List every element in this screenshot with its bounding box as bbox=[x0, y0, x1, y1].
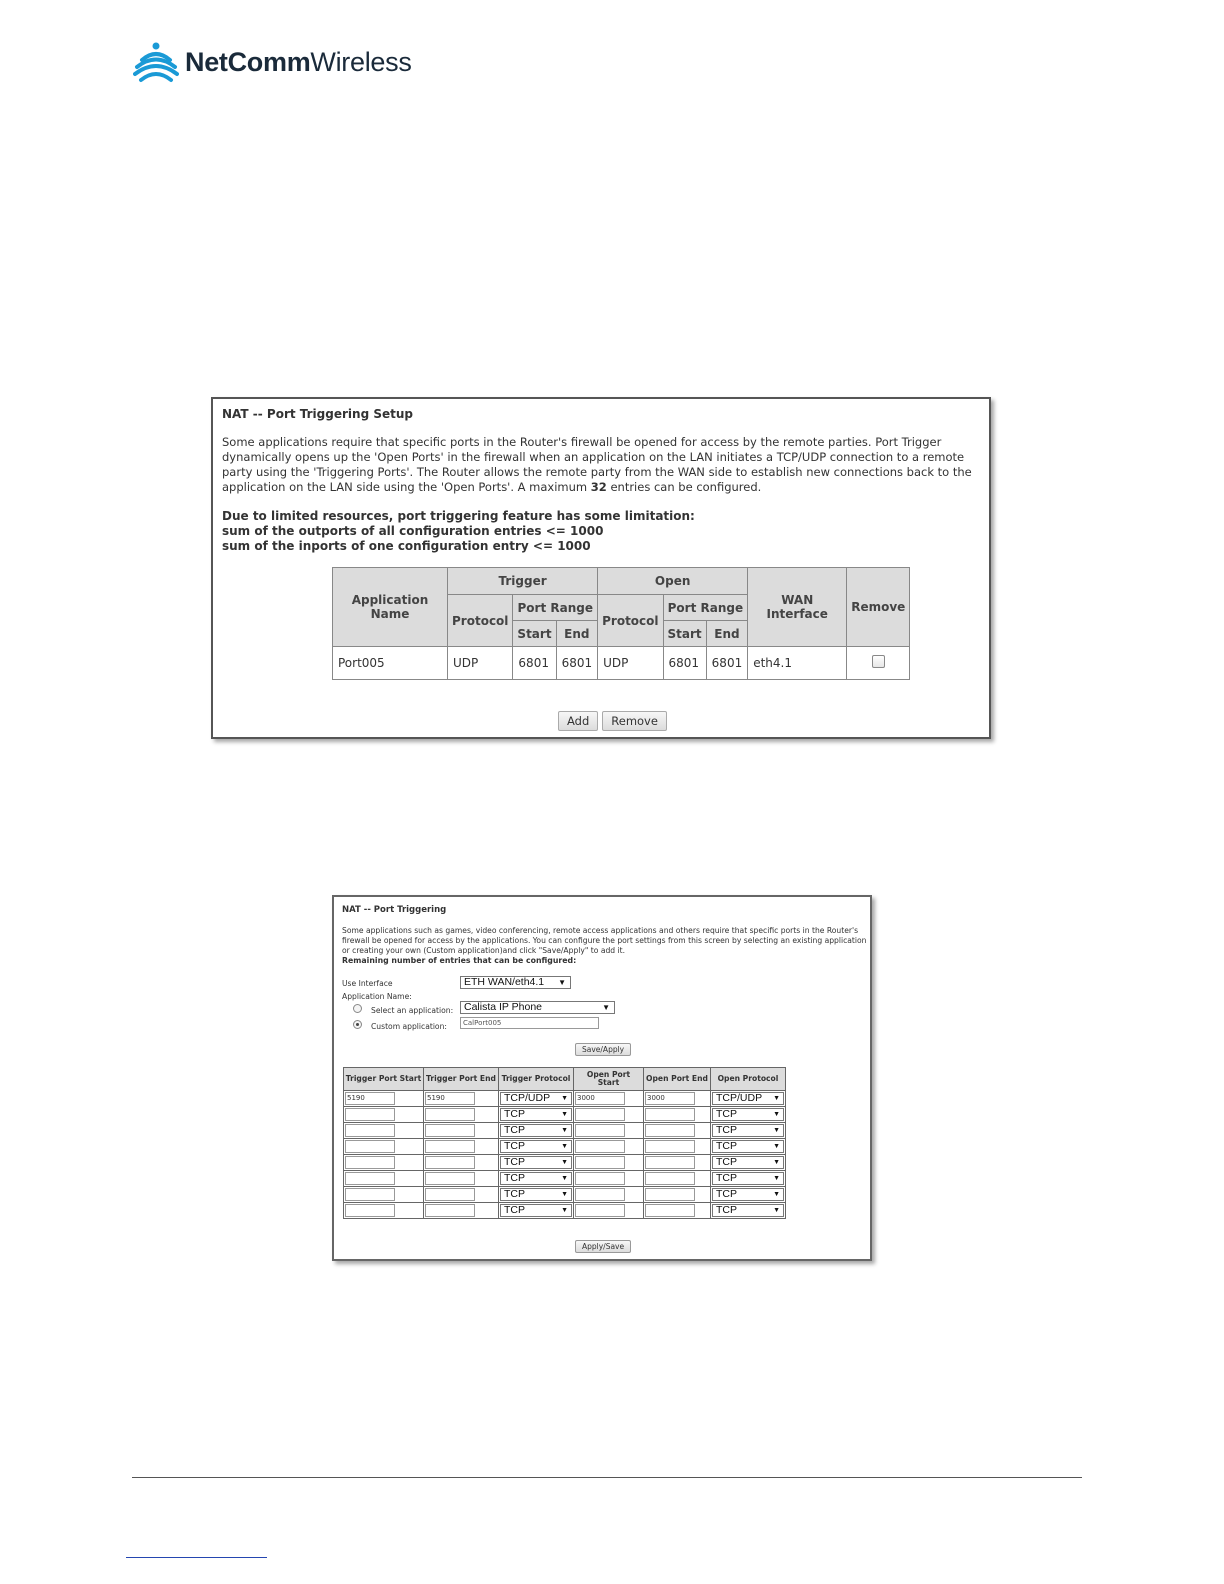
trigger-protocol-cell bbox=[499, 1203, 574, 1219]
header-open-protocol: Open Protocol bbox=[711, 1068, 786, 1091]
table-row bbox=[344, 1171, 786, 1187]
trigger-protocol-select[interactable]: TCP ▼ bbox=[500, 1204, 572, 1217]
custom-application-label: Custom application: bbox=[371, 1022, 447, 1031]
open-protocol-cell bbox=[711, 1203, 786, 1219]
trigger-port-start-input[interactable] bbox=[345, 1172, 395, 1185]
trigger-port-start-cell bbox=[344, 1139, 424, 1155]
trigger-port-start-input[interactable] bbox=[345, 1188, 395, 1201]
header-trigger: Trigger bbox=[448, 568, 598, 595]
open-port-end-cell bbox=[644, 1123, 711, 1139]
header-open-port-start: Open Port Start bbox=[574, 1068, 644, 1091]
open-port-start-cell bbox=[574, 1203, 644, 1219]
open-port-start-cell bbox=[574, 1187, 644, 1203]
header-trigger-port-range: Port Range bbox=[513, 595, 598, 621]
trigger-port-end-cell bbox=[424, 1171, 499, 1187]
chevron-down-icon: ▼ bbox=[773, 1159, 780, 1166]
trigger-port-start-input[interactable] bbox=[345, 1156, 395, 1169]
header-trigger-end: End bbox=[556, 621, 598, 647]
cell-open-start: 6801 bbox=[663, 647, 706, 680]
open-port-end-cell bbox=[644, 1203, 711, 1219]
remaining-entries-label: Remaining number of entries that can be configured: bbox=[342, 956, 577, 965]
logo-text: NetCommWireless bbox=[185, 46, 412, 77]
open-protocol-cell bbox=[711, 1171, 786, 1187]
trigger-port-end-input[interactable] bbox=[425, 1204, 475, 1217]
chevron-down-icon: ▼ bbox=[561, 1207, 568, 1214]
trigger-port-start-cell bbox=[344, 1203, 424, 1219]
chevron-down-icon: ▼ bbox=[773, 1095, 780, 1102]
wifi-logo-icon bbox=[133, 40, 179, 84]
trigger-port-end-cell bbox=[424, 1091, 499, 1107]
open-port-end-input[interactable] bbox=[645, 1188, 695, 1201]
trigger-port-start-input[interactable] bbox=[345, 1108, 395, 1121]
trigger-port-end-cell bbox=[424, 1155, 499, 1171]
save-apply-button[interactable]: Save/Apply bbox=[575, 1043, 631, 1056]
header-trigger-protocol: Trigger Protocol bbox=[499, 1068, 574, 1091]
button-row bbox=[558, 711, 667, 731]
trigger-port-end-input[interactable] bbox=[425, 1124, 475, 1137]
select-application-label: Select an application: bbox=[371, 1006, 454, 1015]
open-port-end-input[interactable] bbox=[645, 1140, 695, 1153]
open-port-end-cell bbox=[644, 1107, 711, 1123]
cell-trigger-protocol: UDP bbox=[448, 647, 513, 680]
open-port-end-cell bbox=[644, 1171, 711, 1187]
header-open: Open bbox=[598, 568, 748, 595]
header-trigger-protocol: Protocol bbox=[448, 595, 513, 647]
trigger-port-end-input[interactable]: 5190 bbox=[425, 1092, 475, 1105]
trigger-port-start-cell bbox=[344, 1123, 424, 1139]
open-protocol-cell bbox=[711, 1123, 786, 1139]
port-triggering-setup-panel bbox=[211, 397, 991, 739]
chevron-down-icon: ▼ bbox=[561, 1175, 568, 1182]
open-protocol-select[interactable]: TCP ▼ bbox=[712, 1204, 784, 1217]
trigger-protocol-select[interactable]: TCP ▼ bbox=[500, 1124, 572, 1137]
table-row bbox=[333, 647, 910, 680]
open-port-start-input[interactable] bbox=[575, 1140, 625, 1153]
open-port-start-cell bbox=[574, 1107, 644, 1123]
table-row bbox=[344, 1139, 786, 1155]
panel-description: Some applications such as games, video conferencing, remote access applications and others require that specific ports in the Router's firewall be opened for access by the applications. You can configure the port settings from this screen by selecting an existing application or creating your own (Custom application)and click "Save/Apply" to add it. bbox=[342, 926, 867, 955]
open-port-start-cell bbox=[574, 1171, 644, 1187]
footer-link-underline bbox=[126, 1557, 267, 1558]
header-trigger-start: Start bbox=[513, 621, 556, 647]
open-port-start-input[interactable] bbox=[575, 1204, 625, 1217]
open-protocol-select[interactable]: TCP ▼ bbox=[712, 1124, 784, 1137]
open-port-end-cell bbox=[644, 1187, 711, 1203]
trigger-port-end-cell bbox=[424, 1187, 499, 1203]
panel-title: NAT -- Port Triggering bbox=[342, 905, 447, 915]
trigger-port-end-cell bbox=[424, 1107, 499, 1123]
open-port-start-input[interactable] bbox=[575, 1108, 625, 1121]
trigger-port-start-input[interactable] bbox=[345, 1124, 395, 1137]
open-protocol-select[interactable]: TCP ▼ bbox=[712, 1188, 784, 1201]
trigger-port-end-input[interactable] bbox=[425, 1140, 475, 1153]
header-application-name: Application Name bbox=[333, 568, 448, 647]
trigger-protocol-cell bbox=[499, 1155, 574, 1171]
cell-open-end: 6801 bbox=[706, 647, 748, 680]
header-open-protocol: Protocol bbox=[598, 595, 663, 647]
open-port-end-input[interactable] bbox=[645, 1156, 695, 1169]
open-port-end-input[interactable] bbox=[645, 1204, 695, 1217]
trigger-port-start-cell bbox=[344, 1187, 424, 1203]
open-protocol-select[interactable]: TCP ▼ bbox=[712, 1140, 784, 1153]
trigger-protocol-cell bbox=[499, 1123, 574, 1139]
trigger-port-end-input[interactable] bbox=[425, 1108, 475, 1121]
cell-wan-interface: eth4.1 bbox=[748, 647, 847, 680]
open-port-start-input[interactable] bbox=[575, 1188, 625, 1201]
trigger-protocol-cell bbox=[499, 1139, 574, 1155]
chevron-down-icon: ▼ bbox=[561, 1111, 568, 1118]
open-port-end-input[interactable] bbox=[645, 1172, 695, 1185]
open-protocol-cell bbox=[711, 1155, 786, 1171]
application-name-label: Application Name: bbox=[342, 992, 412, 1001]
chevron-down-icon: ▼ bbox=[602, 1003, 610, 1012]
trigger-protocol-cell bbox=[499, 1187, 574, 1203]
open-protocol-select[interactable]: TCP/UDP ▼ bbox=[712, 1092, 784, 1105]
netcomm-logo bbox=[133, 40, 412, 84]
table-row bbox=[344, 1123, 786, 1139]
open-port-start-input[interactable] bbox=[575, 1172, 625, 1185]
table-row bbox=[344, 1203, 786, 1219]
trigger-port-end-cell bbox=[424, 1203, 499, 1219]
add-button[interactable]: Add bbox=[558, 711, 598, 731]
trigger-protocol-select[interactable]: TCP/UDP ▼ bbox=[500, 1092, 572, 1105]
header-remove: Remove bbox=[847, 568, 910, 647]
open-port-end-cell bbox=[644, 1091, 711, 1107]
open-port-start-input[interactable]: 3000 bbox=[575, 1092, 625, 1105]
chevron-down-icon: ▼ bbox=[773, 1127, 780, 1134]
open-port-start-cell bbox=[574, 1123, 644, 1139]
chevron-down-icon: ▼ bbox=[773, 1143, 780, 1150]
table-row bbox=[344, 1107, 786, 1123]
open-port-end-input[interactable]: 3000 bbox=[645, 1092, 695, 1105]
cell-app-name: Port005 bbox=[333, 647, 448, 680]
port-triggering-add-panel bbox=[332, 895, 872, 1261]
chevron-down-icon: ▼ bbox=[561, 1127, 568, 1134]
header-trigger-port-start: Trigger Port Start bbox=[344, 1068, 424, 1091]
header-wan-interface: WAN Interface bbox=[748, 568, 847, 647]
apply-save-button[interactable]: Apply/Save bbox=[575, 1240, 631, 1253]
trigger-port-end-cell bbox=[424, 1139, 499, 1155]
chevron-down-icon: ▼ bbox=[558, 978, 566, 987]
open-port-end-cell bbox=[644, 1155, 711, 1171]
application-select[interactable]: Calista IP Phone ▼ bbox=[460, 1001, 615, 1014]
trigger-protocol-select[interactable]: TCP ▼ bbox=[500, 1108, 572, 1121]
trigger-port-end-input[interactable] bbox=[425, 1156, 475, 1169]
trigger-port-end-input[interactable] bbox=[425, 1188, 475, 1201]
open-protocol-select[interactable]: TCP ▼ bbox=[712, 1108, 784, 1121]
panel-description: Some applications require that specific ports in the Router's firewall be opened for access by the remote parties. Port Trigger dynamically opens up the 'Open Ports' in the firewall when an application on the LAN initiates a TCP/UDP connection to a remote party using the 'Triggering Ports'. The Router allows the remote party from the WAN side to establish new connections back to the application on the LAN side using the 'Open Ports'. A maximum 32 entries can be configured. bbox=[222, 435, 972, 494]
trigger-protocol-cell bbox=[499, 1091, 574, 1107]
custom-application-radio[interactable] bbox=[353, 1020, 362, 1029]
chevron-down-icon: ▼ bbox=[561, 1143, 568, 1150]
footer-divider bbox=[132, 1477, 1082, 1478]
trigger-port-start-cell bbox=[344, 1107, 424, 1123]
trigger-port-start-input[interactable]: 5190 bbox=[345, 1092, 395, 1105]
header-open-port-end: Open Port End bbox=[644, 1068, 711, 1091]
chevron-down-icon: ▼ bbox=[773, 1191, 780, 1198]
trigger-port-start-input[interactable] bbox=[345, 1204, 395, 1217]
trigger-port-start-cell bbox=[344, 1155, 424, 1171]
open-port-start-cell bbox=[574, 1139, 644, 1155]
open-port-end-input[interactable] bbox=[645, 1108, 695, 1121]
chevron-down-icon: ▼ bbox=[773, 1207, 780, 1214]
trigger-protocol-cell bbox=[499, 1107, 574, 1123]
open-protocol-select[interactable]: TCP ▼ bbox=[712, 1172, 784, 1185]
open-protocol-cell bbox=[711, 1139, 786, 1155]
cell-trigger-start: 6801 bbox=[513, 647, 556, 680]
trigger-protocol-cell bbox=[499, 1171, 574, 1187]
table-row bbox=[344, 1091, 786, 1107]
chevron-down-icon: ▼ bbox=[561, 1095, 568, 1102]
table-row bbox=[344, 1155, 786, 1171]
open-port-end-input[interactable] bbox=[645, 1124, 695, 1137]
trigger-protocol-select[interactable]: TCP ▼ bbox=[500, 1188, 572, 1201]
chevron-down-icon: ▼ bbox=[773, 1175, 780, 1182]
panel-title: NAT -- Port Triggering Setup bbox=[222, 407, 413, 421]
header-trigger-port-end: Trigger Port End bbox=[424, 1068, 499, 1091]
trigger-protocol-select[interactable]: TCP ▼ bbox=[500, 1140, 572, 1153]
port-triggering-table bbox=[332, 567, 910, 680]
trigger-protocol-select[interactable]: TCP ▼ bbox=[500, 1172, 572, 1185]
trigger-port-end-cell bbox=[424, 1123, 499, 1139]
use-interface-select[interactable]: ETH WAN/eth4.1 ▼ bbox=[460, 976, 571, 989]
chevron-down-icon: ▼ bbox=[561, 1191, 568, 1198]
header-open-end: End bbox=[706, 621, 748, 647]
chevron-down-icon: ▼ bbox=[773, 1111, 780, 1118]
remove-button[interactable]: Remove bbox=[602, 711, 667, 731]
limitation-note: Due to limited resources, port triggering feature has some limitation: sum of the outports of all configuration entries <= 1000 sum of the inports of one configuration entry <= 1000 bbox=[222, 509, 695, 553]
open-port-start-input[interactable] bbox=[575, 1156, 625, 1169]
select-application-radio[interactable] bbox=[353, 1004, 362, 1013]
open-protocol-cell bbox=[711, 1107, 786, 1123]
trigger-port-end-input[interactable] bbox=[425, 1172, 475, 1185]
header-open-start: Start bbox=[663, 621, 706, 647]
cell-open-protocol: UDP bbox=[598, 647, 663, 680]
cell-remove bbox=[847, 647, 910, 680]
open-port-start-input[interactable] bbox=[575, 1124, 625, 1137]
open-protocol-select[interactable]: TCP ▼ bbox=[712, 1156, 784, 1169]
table-row bbox=[344, 1187, 786, 1203]
open-port-start-cell bbox=[574, 1155, 644, 1171]
trigger-port-start-cell bbox=[344, 1171, 424, 1187]
trigger-ports-grid bbox=[343, 1067, 786, 1219]
custom-application-input[interactable]: CalPort005 bbox=[460, 1017, 599, 1029]
cell-trigger-end: 6801 bbox=[556, 647, 598, 680]
use-interface-label: Use Interface bbox=[342, 979, 393, 988]
chevron-down-icon: ▼ bbox=[561, 1159, 568, 1166]
open-protocol-cell bbox=[711, 1187, 786, 1203]
trigger-port-start-cell bbox=[344, 1091, 424, 1107]
trigger-protocol-select[interactable]: TCP ▼ bbox=[500, 1156, 572, 1169]
open-port-end-cell bbox=[644, 1139, 711, 1155]
trigger-port-start-input[interactable] bbox=[345, 1140, 395, 1153]
open-port-start-cell bbox=[574, 1091, 644, 1107]
open-protocol-cell bbox=[711, 1091, 786, 1107]
header-open-port-range: Port Range bbox=[663, 595, 748, 621]
remove-checkbox[interactable] bbox=[872, 655, 885, 668]
